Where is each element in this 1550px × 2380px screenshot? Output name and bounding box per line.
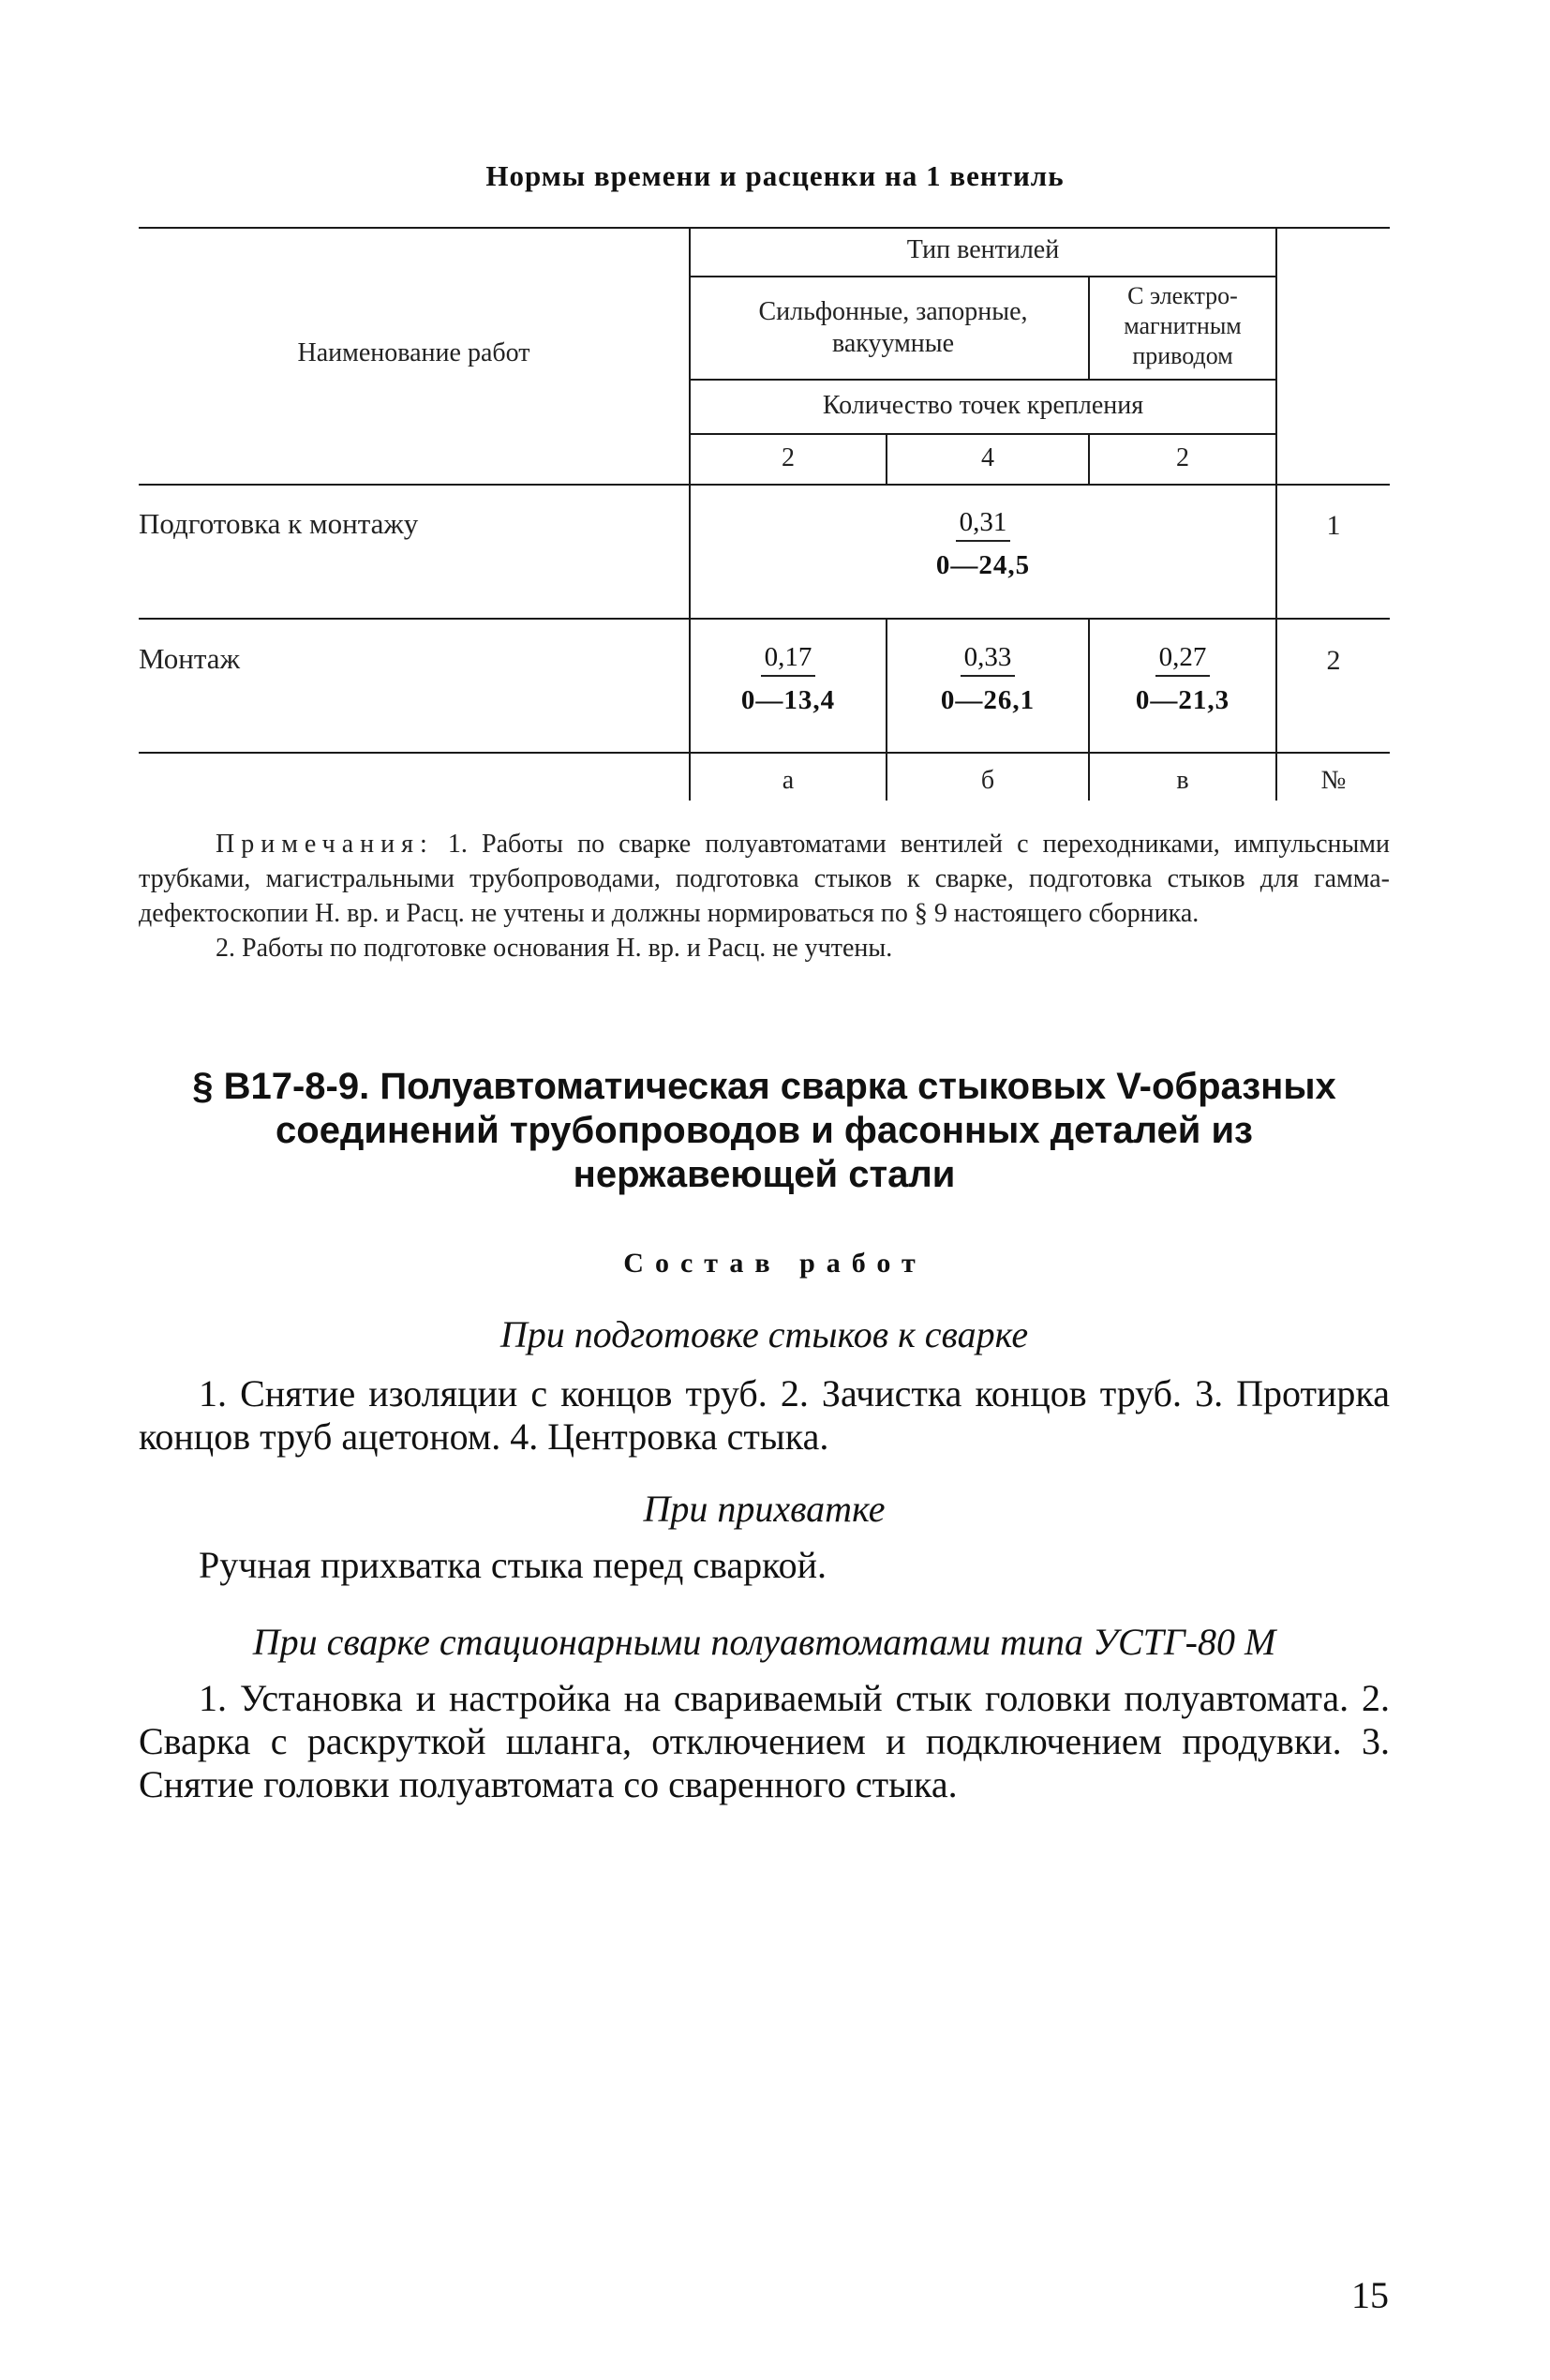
rule-under-valve-kinds <box>689 379 1276 381</box>
subsection-2-title: При прихватке <box>643 1488 886 1530</box>
header-electro: С электро-магнитным приводом <box>1124 282 1242 369</box>
points-a: 2 <box>782 443 795 472</box>
row2-norm-a: 0,17 <box>761 639 816 677</box>
header-valve-type: Тип вентилей <box>906 235 1060 264</box>
row2-norm-v: 0,27 <box>1155 639 1211 677</box>
row1-norm: 0,31 <box>956 504 1011 542</box>
table-title: Нормы времени и расценки на 1 вентиль <box>485 159 1065 192</box>
col-no-label: № <box>1320 766 1347 795</box>
header-points: Количество точек крепления <box>822 391 1144 420</box>
table-top-rule <box>139 227 1390 229</box>
row2-rate-v: 0—21,3 <box>1135 685 1230 715</box>
row2-value-v <box>1090 639 1275 720</box>
subsection-3-text <box>139 1677 1390 1806</box>
row2-rate-b: 0—26,1 <box>940 685 1036 715</box>
composition-heading: Состав работ <box>623 1248 927 1279</box>
row1-rate: 0—24,5 <box>935 550 1031 580</box>
col-letter-b: б <box>980 766 995 795</box>
rule-under-valve-type <box>689 276 1276 277</box>
norms-table <box>139 227 1390 801</box>
col-letter-a: а <box>782 766 795 795</box>
subsection-1-paragraph: 1. Снятие изоляции с концов труб. 2. Зачистка концов труб. 3. Протирка концов труб ацетоном. 4. Центровка стыка. <box>139 1372 1390 1458</box>
rule-under-header <box>139 484 1390 486</box>
note-1-text: 1. Работы по сварке полуавтоматами вентилей с переходниками, импульсными трубками, магистральными трубопроводами, подготовка стыков к сварке, подготовка стыков для гамма-дефектоскопии Н. вр. и Расц. не учтены и должны нормироваться по § 9 настоящего сборника. <box>139 830 1390 928</box>
header-sylphon: Сильфонные, запорные, вакуумные <box>758 297 1028 358</box>
page-number: 15 <box>1351 2274 1389 2316</box>
row2-name: Монтаж <box>139 642 240 675</box>
subsection-1-text <box>139 1372 1390 1459</box>
subsection-2-paragraph: Ручная прихватка стыка перед сваркой. <box>199 1544 827 1586</box>
vline-b-v-types <box>1088 276 1090 381</box>
row1-value <box>691 504 1275 585</box>
row2-norm-b: 0,33 <box>961 639 1016 677</box>
subsection-3-paragraph: 1. Установка и настройка на свариваемый стык головки полуавтомата. 2. Сварка с раскруткой шланга, отключением и подключением продувки. 3. Снятие головки полуавтомата со сваренного стыка. <box>139 1677 1390 1805</box>
rule-under-row2 <box>139 752 1390 754</box>
row2-value-b <box>887 639 1088 720</box>
header-work-name: Наименование работ <box>297 338 530 367</box>
subsection-1-title: При подготовке стыков к сварке <box>499 1313 1029 1355</box>
row2-rate-a: 0—13,4 <box>740 685 836 715</box>
row2-value-a <box>691 639 886 720</box>
subsection-2-text <box>139 1544 1390 1587</box>
col-letter-v: в <box>1176 766 1189 795</box>
rule-under-row1 <box>139 618 1390 620</box>
points-v: 2 <box>1176 443 1189 472</box>
note-2: 2. Работы по подготовке основания Н. вр. и Расц. не учтены. <box>216 934 893 963</box>
row1-name: Подготовка к монтажу <box>139 507 419 540</box>
row1-number: 1 <box>1326 510 1341 541</box>
section-title: § В17-8-9. Полуавтоматическая сварка стыковых V-образных соединений трубопроводов и фасонных деталей из нержавеющей стали <box>192 1066 1336 1195</box>
row2-number: 2 <box>1326 645 1341 676</box>
subsection-3-title: При сварке стационарными полуавтоматами типа УСТГ-80 М <box>252 1621 1276 1663</box>
notes <box>139 827 1390 965</box>
note-1 <box>139 827 1390 931</box>
points-b: 4 <box>981 443 994 472</box>
rule-under-points <box>689 433 1276 435</box>
notes-label: Примечания: <box>216 830 434 859</box>
